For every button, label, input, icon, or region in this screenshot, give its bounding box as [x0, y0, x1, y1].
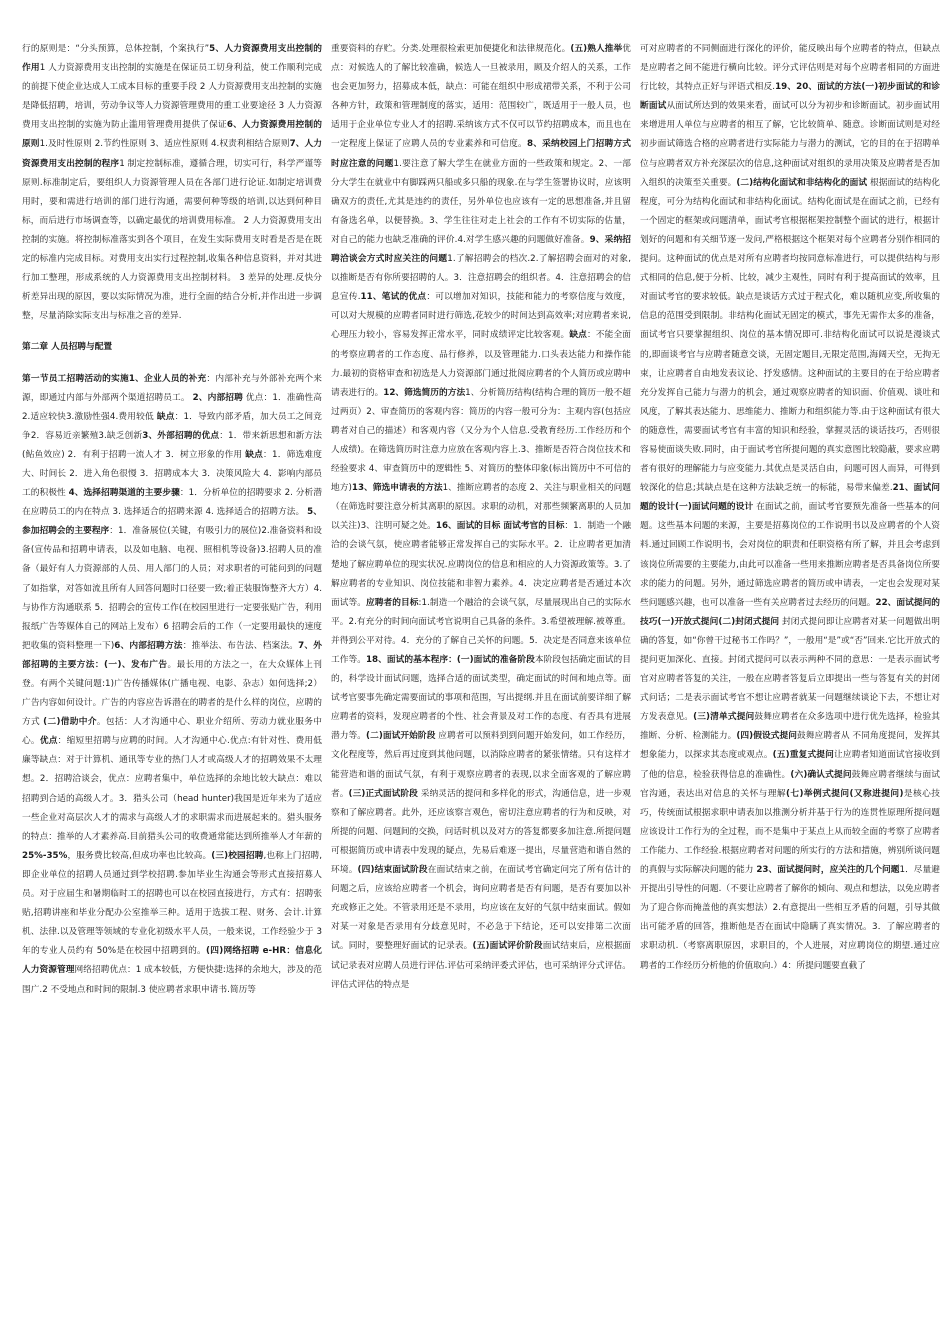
bold-text-run: (七)举例式提问(又称进提问) — [785, 788, 904, 799]
text-run: 1.及时性原则 2.节约性原则 3、适应性原则 4.权责利相结合原则 — [39, 139, 290, 150]
bold-text-run: (三)清单式提问 — [693, 712, 755, 723]
bold-text-run: 3、外部招聘的优点 — [142, 430, 220, 441]
text-column-3 — [640, 40, 940, 1334]
bold-text-run: 19、20、面试的方法(一)初步面试的和诊断面试 — [640, 82, 940, 112]
bold-text-run: 2、内部招聘 — [192, 392, 243, 403]
text-run: 行的原则是：“分头预算，总体控制，个案执行” — [22, 44, 210, 54]
text-column-2 — [331, 40, 631, 1334]
bold-text-run: 22、面试提问的技巧(一)开放式提问(二)封闭式提问 — [640, 597, 940, 627]
text-run: ：1．制造一个融洽的会谈气氛，使应聘者能够正常发挥自己的实际水平。2．让应聘者更加清楚地了解应聘单位的现实状况.应聘岗位的信息和相应的人力资源政策等。3.了解应聘者的专业知识、岗位技能和非智力素养。4．决定应聘者是否通过本次面试等。 — [331, 521, 631, 608]
paragraph — [331, 40, 631, 995]
bold-text-run: (一)面试问题的设计 — [675, 502, 754, 513]
text-run: ：缩短里招聘与应聘的时间。人才沟通中心.优点:有针对性、费用低廉等缺点：对于计算机、通讯等专业的热门人才或高级人才的招聘效果不太理想。2．招聘洽谈会，优点：应聘者集中，单位选择的余地比较大缺点：难以招聘到合适的高级人才。3．猎头公司（head hunter)我国是近年来为了适应一些企业对高层次人才的需求与高级人才的求职需求而进展起来的。猎头服务的特点：推举的人才素养高.目前猎头公司的收费通常能达到所推举人才年薪的 — [22, 736, 322, 842]
paragraph — [22, 40, 322, 326]
text-run: ：1．导致内部矛盾，加大员工之间竞争2．容易近亲繁殖3.缺乏创新 — [22, 411, 322, 441]
text-run: :1.制造一个融洽的会谈气氛，尽量展现出自己的实际水平。2.有充分的时间向面试考官说明自己具备的条件。3.希望被理解.被尊重。并得到公平对待。4．充分的了解自己关怀的问题。5．决定是否同意来该单位工作等。 — [331, 597, 631, 665]
bold-text-run: 第一节员工招聘活动的实施 — [22, 373, 129, 384]
text-run: 优点：对候选人的了解比较准确，候选人一旦被录用，顾及介绍人的关系，工作也会更加努力，招募成本低，缺点：可能在组织中形成裙带关系，不利于公司各种方针，政策和管理制度的落实，适用：范围较广，既适用于一般人员，也适用于企业单位专业人才的招聘.采纳该方式不仅可以节约招聘成本，而且也在一定程度上保证了应聘人员的专业素养和可信度。 — [331, 44, 631, 150]
spacer — [22, 326, 322, 338]
text-run: ：可以增加对知识，技能和能力的考察信度与效度，可以对大规模的应聘者同时进行筛选,花较少的时间达到高效率;对应聘者来说,心理压力较小，容易发挥正常水平，同时成绩评定比较客观。 — [331, 292, 631, 341]
text-run: 从面试所达到的效果来看，面试可以分为初步和诊断面试。初步面试用来增进用人单位与应聘者的相互了解，它比较简单、随意。诊断面试则是对经初步面试筛选合格的应聘者进行实际能力与潜力的测试，它的目的在于招聘单位与应聘者双方补充深层次的信息,这种面试对组织的录用决策及应聘者是否加入组织的决策至关重要。 — [640, 101, 940, 188]
text-run: 在面试之前，面试考官要预先准备一些基本的问题。这些基本问题的来源，主要是招募岗位的工作说明书以及应聘者的个人资料.通过回顾工作说明书，会对岗位的职责和任职资格有所了解，并且会考虑到该岗位所需要的主要能力,由此可以准备一些用来推断应聘者是否具备岗位所要求的能力的问题。另外，通过筛选应聘者的简历或申请表，一定也会发现对某些问题感兴趣，也可以准备一些有关应聘者过去经历的问题。 — [640, 502, 940, 608]
text-column-1 — [22, 40, 322, 1334]
bold-text-run: (三)正式面试阶段 — [348, 788, 418, 799]
spacer — [22, 358, 322, 370]
text-run: 鼓舞应聘者在众多选项中进行优先选择，检验其推断、分析、检测能力。 — [640, 712, 940, 742]
text-run: 1.了解招聘会的档次.2.了解招聘会面对的对象,以推断是否有你所要招聘的人。3．注意招聘会的组织者。4．注意招聘会的信息宣传. — [331, 254, 631, 303]
bold-text-run: 5、参加招聘会的主要程序 — [22, 507, 322, 537]
bold-text-run: (五)熟人推举 — [570, 44, 623, 54]
text-run: 根据面试的结构化程度，可分为结构化面试和非结构化面试。结构化面试是在面试之前，已经有一个固定的框架或问题清单，面试考官根据框架控制整个面试的进行，根据计划好的问题和有关细节逐一发问,严格根据这个框架对每个应聘者分别作相同的提问。这种面试的优点是对所有应聘者均按同意标准进行，可以提供结构与形式相同的信息,便于分析、比较，减少主观性，同时有利于提高面试的效率，且对面试考官的要求较低。缺点是谈话方式过于程式化，难以随机应变,所收集的信息的范围受到限制。非结构化面试无固定的模式，事先无需作太多的准备，面试考官只要掌握组织、岗位的基本情况即可.非结构化面试可以说是漫谈式的,即面谈考官与应聘者随意交谈，无固定题目,无限定范围,海阔天空，无拘无束，让应聘者自由地发表议论、抒发感情。这种面试的主要目的在于给应聘者充分发挥自己能力与潜力的机会，通过观察应聘者的知识面、价值观、谈吐和风度，了解其表达能力、思维能力、推断力和组织能力等.由于这种面试有很大的随意性，需要面试考官有丰富的知识和经验，掌握灵活的谈话技巧，否则很容易使面谈失败.同时，由于面试考官所提问题的真实意图比较隐蔽，要求应聘者有很好的理解能力与应变能力.其优点是灵活自由，问题可因人而异，可得到较深化的信息;其缺点是在这种方法缺乏统一的标能，易带来偏差. — [640, 177, 940, 494]
bold-text-run: 18、面试的基本程序 — [365, 655, 449, 665]
bold-text-run: (三)校园招聘 — [211, 850, 264, 861]
text-run: 是核心技巧，传统面试根据求职申请表加以推测分析并基于行为的连贯性原理所提问题应该设计工作行为的全过程，而不是集中于某点上从而较全面的考察了应聘者工作能力、工作经验.根据应聘者对问题的所实行的方法和措施，辨别所谈问题的真假与实际解决问题的能力 — [640, 788, 940, 876]
text-run: 。包括：人才沟通中心、职业介绍所、劳动力就业服务中心。 — [22, 717, 322, 747]
bold-text-run: (二)面试开始阶段 — [366, 731, 436, 742]
bold-text-run: 23、面试提问时，应关注的几个问题 — [756, 865, 900, 876]
bold-text-run: ：(一)面试的准备阶段 — [448, 655, 535, 665]
text-run: 面试结束后，应根据面试记录表对应聘人员进行评估.评估可采纳评委式评估，也可采纳评分式评估。评估式评估的特点是 — [331, 941, 631, 990]
text-run: ，服务费比较高,但成功率也比较高。 — [67, 850, 212, 861]
bold-text-run: 应聘者的目标 — [366, 597, 419, 608]
bold-text-run: 7、人力资源费用支出控制的程序 — [22, 139, 322, 169]
bold-text-run: 11、笔试的优点 — [360, 292, 427, 303]
bold-text-run: 16、面试的目标 面试考官的目标 — [435, 521, 565, 532]
text-run: 。最长用的方法之一，在大众媒体上刊登。有两个关键问题:1)广告传播媒体(广播电视、电影、杂志）如何选择;2）广告内容如何设计。广告的内容应告诉潜在的聘者的是什么样的岗位，应聘的方式 — [22, 659, 322, 728]
bold-text-run: 7、外部招聘的主要方法：(一)、发布广告 — [22, 640, 322, 670]
text-run: 1 人力资源费用支出控制的实施是在保证员工切身利益，使工作顺利完成的前提下使企业达成人工成本目标的重要手段 2 人力资源费用支出控制的实施是降低招聘，培训，劳动争议等人力资源管理费用的重工业要途径 3 人力资源费用支出控制的实施为防止滥用管理费用提供了保证 — [22, 63, 322, 131]
paragraph — [22, 370, 322, 1000]
bold-text-run: 优点 — [39, 736, 58, 747]
bold-text-run: 缺点 — [569, 330, 587, 341]
bold-text-run: 缺点 — [245, 449, 264, 460]
text-run: ：内部补充与外部补充两个来源，即通过内部与外部两个渠道招聘员工。 — [22, 373, 322, 403]
text-run: 1 制定控制标准，遵循合理，切实可行，科学严谨等原则.标准制定后，要组织人力资源管理人员在各部门进行论证.如制定培训费用时，要和需进行培训的部门进行沟通，需要何种等级的培训,以达到何种目标，而后进行市场调查等，以确定最优的培训费用标准。 2 人力资源费用支出控制的实施。将控制标准落实到各个项目，在发生实际费用支时看是否是在既定的标准内完成目标。对费用支出实行过程控制,收集各种信息资料，并对其进行加工整理，形成系统的人力资源费用支出控制材料。 3 差异的处理.反快分析差异出现的原因，要以实际情况为准，进行全面的结合分析,并作出进一步调整，尽量消除实际支出与标准之音的差异. — [22, 158, 322, 322]
bold-text-run: (五)重复式提问 — [772, 750, 834, 761]
text-run: ：1．准备展位(关键，有吸引力的展位)2.准备资料和设备(宣传品和招聘申请表，以及如电脑、电视、照相机等设备)3.招聘人员的准备（最好有人力资源部的人员、用人部门的人员；对求职者的可能问到的问题了如指掌，对答如流且所有人回答问题时口径要一致;着正装服饰整齐大方）4.与协作方沟通联系 5．招聘会的宣传工作(在校园里进行一定要张贴广告，利用报纸广告等媒体自己的网站上发布）6 招聘会后的工作（一定要用最快的速度把收集的资料整理一下) — [22, 526, 322, 651]
text-run: ：1．分析单位的招聘要求 2. 分析潜在应聘员工的内在特点 3. 选择适合的招聘来源 4. 选择适合的招聘方法。 — [22, 488, 322, 518]
bold-text-run: 13、筛选申请表的方法 — [351, 483, 443, 494]
text-run: ：推举法、布告法、档案法。 — [182, 640, 299, 651]
bold-text-run: (四)网络招聘 e-HR：信息化人力资源管理 — [22, 946, 322, 976]
bold-text-run: 25%-35% — [22, 850, 68, 861]
text-run: 1、分析简历结构(结构合理的简历一般不超过两页）2、审查简历的客观内容：简历的内容一般可分为：主观内容(包括应聘者对自己的描述）和客观内容（又分为个人信息.受教育经历.工作经历和个人成绩)。在筛选简历时注意力应放在客观内容上.3、推断是否符合岗位技术和经验要求 4、审查简历中的逻辑性 5、对简历的整体印象(标出简历中不可信的地方) — [331, 387, 631, 494]
bold-text-run: 6、内部招聘方法 — [114, 640, 183, 651]
text-run: 1、推断应聘者的态度 2、关注与职业相关的问题（在筛选时要注意分析其离职的原因。求职的动机，对那些频繁离职的人员加以关注)3、注明可疑之处。 — [331, 483, 631, 532]
text-run: 在面试结束之前，在面试考官确定问完了所有估计的问题之后，应该给应聘者一个机会，询问应聘者是否有问题，是否有要加以补充或修正之处。不管录用还是不录用，均应该在友好的气氛中结束面试。假如对某一对象是否录用有分歧意见时，不必急于下结论，还可以安排第二次面试。同时，要整理好面试的记录表。 — [331, 865, 631, 952]
text-run: 重要资料的存贮。分类.处理很检索更加便捷化和法律规范化。 — [331, 44, 571, 54]
chapter-heading — [22, 338, 322, 357]
bold-text-run: (四)假设式提问 — [736, 731, 798, 742]
text-run: 让应聘者知道面试官接收到了他的信息，检验获得信息的准确性。 — [640, 750, 940, 780]
text-run: ：1．筛选难度大、时间长 2．进入角色很慢 3．招聘成本大 3．决策风险大 4．影响内部员工的积极性 — [22, 449, 322, 499]
text-run: 1．尽量避开提出引导性的问题.（不要让应聘者了解你的倾向、观点和想法，以免应聘者为了迎合你而掩盖他的真实想法）2.有意提出一些相互矛盾的问题，引导其做出可能矛盾的回答，推断他是否在面试中隐瞒了真实情况。3．了解应聘者的求职动机.（考察离职原因，求职目的，个人进展，对应聘岗位的期望.通过应聘者的工作经历分析他的价值取向.）4：所提问题要直截了 — [640, 865, 940, 971]
bold-text-run: (五)面试评价阶段 — [472, 941, 543, 952]
text-run: 1.要注意了解大学生在就业方面的一些政策和规定。2、一部分大学生在就业中有脚踩两只船或多只船的现象.在与学生签署协议时，应该明确双方的责任,尤其是违约的责任，另外单位也应该有一定的思想准备,并且留有备选名单，以便替换。3、学生往往对走上社会的工作有不切实际的估量，对自己的能力也缺乏准确的评价.4.对学生感兴趣的问题做好准备。 — [331, 158, 631, 245]
text-run: 应聘者可以预料到到问题开始发问，如工作经历，文化程度等，然后再过度到其他问题，以消除应聘者的紧张情绪。只有这样才能营造和谐的面试气氛，有利于观察应聘者的表现,以求全面客观的了解应聘者。 — [331, 731, 631, 799]
bold-text-run: 6、人力资源费用控制的原则 — [22, 120, 322, 150]
bold-text-run: (二)借助中介 — [43, 717, 97, 728]
bold-text-run: (二)结构化面试和非结构化的面试 — [736, 177, 868, 188]
bold-text-run: (四)结束面试阶段 — [357, 865, 428, 876]
bold-text-run: (六)确认式提问 — [790, 769, 852, 780]
text-run: 鼓舞应聘者从 不同角度提问，发挥其想象能力，以探求其态度或观点。 — [640, 731, 940, 761]
text-run: 可对应聘者的不同侧面进行深化的评价，能反映出每个应聘者的特点，但缺点是应聘者之间不能进行横向比较。评分式评估则是对每个应聘者相同的方面进行比较，其特点正好与评语式相反. — [640, 44, 940, 93]
paragraph — [640, 40, 940, 976]
text-run: ：1．带来新思想和新方法(鲇鱼效应) 2．有利于招聘一流人才 3．树立形象的作用 — [22, 430, 322, 460]
chapter-heading-text: 第二章 人员招聘与配置 — [22, 342, 113, 353]
bold-text-run: 5、人力资源费用支出控制的作用 — [22, 44, 322, 74]
text-run: 本阶段包括确定面试的目的，科学设计面试问题，选择合适的面试类型，确定面试的时间和地点等。面试考官要事先确定需要面试的事项和范围，写出提纲.并且在面试前要详细了解应聘者的资料，发现应聘者的个性、社会背景及对工作的态度、有否具有进展潜力等。 — [331, 655, 631, 742]
text-run: 封闭式提问即让应聘者对某一问题做出明确的答复，如“你曾干过秘书工作吗？”，一般用“是”或“否”回来.它比开放式的提问更加深化、直接。封闭式提问可以表示两种不同的意思：一是表示面试考官对应聘者答复的关注，一般在应聘者答复后立即提出一些与答复有关的封闭式问话；二是表示面试考官不想让应聘者就某一问题继续谈论下去，不想让对方发表意见。 — [640, 616, 940, 723]
bold-text-run: 21、面试问题的设计 — [640, 483, 940, 513]
text-run: 采纳灵活的提问和多样化的形式，沟通信息，进一步观察和了解应聘者。此外，还应该察言观色，密切注意应聘者的行为和反映，对所提的问题、问题间的交换，问话时机以及对方的答复都要多加注意.所提问题可根据简历或申请表中发现的疑点，先易后难逐一提出，尽量营造和谐自然的环境。 — [331, 788, 631, 876]
bold-text-run: 8、采纳校园上门招聘方式时应注意的问题 — [331, 139, 631, 169]
bold-text-run: 4、选择招聘渠道的主要步骤 — [68, 488, 180, 499]
bold-text-run: 1、企业人员的补充 — [128, 373, 207, 384]
text-run: 网络招聘优点：1 成本较低，方便快捷:选择的余地大，涉及的范围广.2 不受地点和时间的限制.3 使应聘者求职申请书.简历等 — [22, 965, 322, 995]
bold-text-run: 缺点 — [156, 411, 175, 422]
bold-text-run: 9、采纳招聘洽谈会方式时应关注的问题 — [331, 234, 631, 265]
text-run: ,也称上门招聘,即企业单位的招聘人员通过到学校招聘.参加毕业生沟通会等形式直接招募人员。对于应届生和暑期临时工的招聘也可以在校园直接进行，方式有：招聘张贴,招聘讲座和毕业分配办公室推举三种。适用于选拔工程、财务、会计.计算机、法律.以及管理等领域的专业化初级水平人员，一般来说，工作经验少于 3 年的专业人员约有 50%是在校园中招聘到的。 — [22, 850, 322, 957]
text-run: 优点：1．准确性高2.适应较快3.激励性强4.费用较低 — [22, 392, 322, 422]
text-run: 鼓舞应聘者继续与面试官沟通，表达出对信息的关怀与理解 — [640, 769, 940, 799]
bold-text-run: 12、筛选简历的方法 — [383, 387, 466, 398]
text-run: ：不能全面的考察应聘者的工作态度、品行修养，以及管理能力.口头表达能力和操作能力.最初的资格审查和初选是人力资源部门通过批阅应聘者的个人简历或应聘申请表进行的。 — [331, 330, 631, 398]
